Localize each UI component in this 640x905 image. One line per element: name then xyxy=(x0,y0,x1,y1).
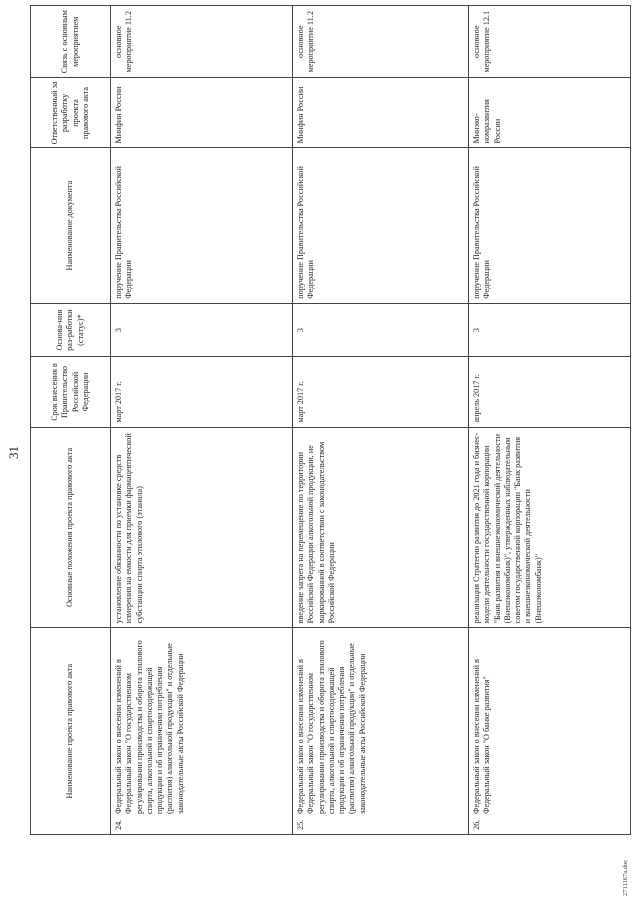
deadline-cell: март 2017 г. xyxy=(111,357,293,427)
provisions-cell: установление обязанности по установке средств измерения на емкости для приемки фармацевтической субстанции спирта этилового (этанола) xyxy=(111,427,293,628)
header-document-name: Наименование документа xyxy=(31,148,111,303)
basis-cell: 3 xyxy=(111,303,293,357)
legislation-plan-table xyxy=(30,5,631,835)
row-number: 25. xyxy=(296,819,305,830)
table-row xyxy=(111,6,293,835)
basis-cell: 3 xyxy=(293,303,469,357)
document-cell: поручение Правительства Российской Федерации xyxy=(469,148,631,303)
document-cell: поручение Правительства Российской Федерации xyxy=(111,148,293,303)
project-name: Федеральный закон о внесении изменений в Федеральный закон "О государственном регулировании производства и оборота этилового спирта, алкогольной и спиртосодержащей продукции и об ограничении потребления (распития) алкогольной продукции" и отдельные законодательные акты Российской Федерации xyxy=(114,640,185,814)
responsible-cell: Минфин России xyxy=(111,78,293,148)
header-basis-status: Основа-ния раз-работки (статус)* xyxy=(31,303,111,357)
link-cell: основное мероприятие 12.1 xyxy=(469,6,631,78)
project-name-cell xyxy=(469,628,631,835)
link-cell: основное мероприятие 11.2 xyxy=(293,6,469,78)
project-name-cell xyxy=(111,628,293,835)
provisions-cell: реализация Стратегии развития до 2021 года и бизнес-модели деятельности государственной корпорации "Банк развития и внешнеэкономической деятельности (Внешэкономбанк)", утвержденных наблюдательным советом государственной корпорации "Банк развития и внешнеэкономической деятельности (Внешэкономбанк)" xyxy=(469,427,631,628)
table-row xyxy=(293,6,469,835)
responsible-cell: Минфин России xyxy=(293,78,469,148)
document-cell: поручение Правительства Российской Федерации xyxy=(293,148,469,303)
header-project-name: Наименование проекта правового акта xyxy=(31,628,111,835)
deadline-cell: апрель 2017 г. xyxy=(469,357,631,427)
table-header-row xyxy=(31,6,111,835)
page-number: 31 xyxy=(6,446,21,459)
link-cell: основное мероприятие 11.2 xyxy=(111,6,293,78)
header-main-provisions: Основные положения проекта правового акта xyxy=(31,427,111,628)
row-number: 24. xyxy=(114,819,123,830)
header-responsible: Ответственный за разработку проекта правового акта xyxy=(31,78,111,148)
project-name-cell xyxy=(293,628,469,835)
project-name: Федеральный закон о внесении изменений в Федеральный закон "О государственном регулировании производства и оборота этилового спирта, алкогольной и спиртосодержащей продукции и об ограничении потребления (распития) алкогольной продукции" и отдельные законодательные акты Российской Федерации xyxy=(296,640,367,814)
header-link-main-activity: Связь с основным мероприятием xyxy=(31,6,111,78)
basis-cell: 3 xyxy=(469,303,631,357)
responsible-cell: Минэко-номразвития России xyxy=(469,78,631,148)
table-row xyxy=(469,6,631,835)
file-name-footer: 2711167a.doc xyxy=(622,859,629,896)
header-deadline: Срок внесения в Правительство Российской Федерации xyxy=(31,357,111,427)
project-name: Федеральный закон о внесении изменений в Федеральный закон "О банке развития" xyxy=(472,659,492,814)
deadline-cell: март 2017 г. xyxy=(293,357,469,427)
provisions-cell: введение запрета на перемещение по территории Российской Федерации алкогольной продукции, не маркированной в соответствии с законодательством Российской Федерации xyxy=(293,427,469,628)
row-number: 26. xyxy=(472,819,481,830)
